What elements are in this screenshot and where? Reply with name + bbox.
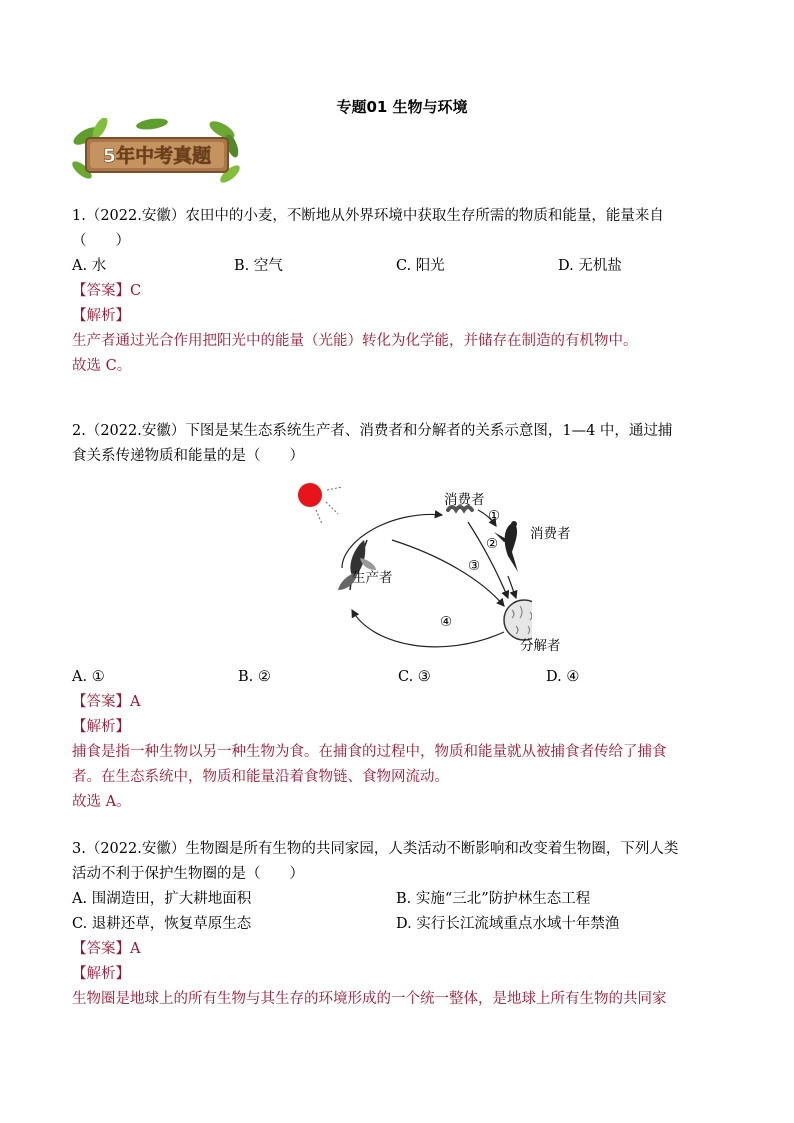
section-banner (72, 118, 242, 188)
q2-option-d: D. ④ (546, 669, 580, 685)
sun-icon (298, 483, 342, 524)
q1-stem-line1: 1.（2022.安徽）农田中的小麦，不断地从外界环境中获取生存所需的物质和能量，能量来自 (72, 208, 664, 224)
q3-answer: 【答案】A (72, 941, 141, 957)
q2-analysis-line1: 捕食是指一种生物以另一种生物为食。在捕食的过程中，物质和能量就从被捕食者传给了捕食 (72, 744, 667, 760)
banner-text: 5年中考真题 (102, 145, 212, 167)
q2-analysis-line2: 者。在生态系统中，物质和能量沿着食物链、食物网流动。 (72, 769, 449, 785)
q1-analysis-line2: 故选 C。 (72, 358, 132, 374)
q1-stem-line2: （ ） (72, 233, 130, 249)
q1-option-c: C. 阳光 (396, 258, 445, 274)
q3-analysis-line1: 生物圈是地球上的所有生物与其生存的环境形成的一个统一整体，是地球上所有生物的共同家 (72, 991, 667, 1007)
label-n2: ② (486, 536, 499, 552)
q2-analysis-line3: 故选 A。 (72, 794, 131, 810)
q1-option-a: A. 水 (72, 258, 107, 274)
q3-option-b: B. 实施“三北”防护林生态工程 (396, 891, 591, 907)
label-consumer-2: 消费者 (530, 526, 571, 542)
q2-option-b: B. ② (238, 669, 271, 685)
q3-option-a: A. 围湖造田，扩大耕地面积 (72, 891, 252, 907)
q3-analysis-label: 【解析】 (72, 966, 130, 982)
q3-stem-line2: 活动不利于保护生物圈的是（ ） (72, 866, 304, 882)
document-page (72, 0, 732, 1123)
q1-analysis-label: 【解析】 (72, 308, 130, 324)
q1-option-d: D. 无机盐 (558, 258, 622, 274)
label-n1: ① (488, 508, 501, 524)
label-n3: ③ (468, 558, 481, 574)
q2-answer: 【答案】A (72, 694, 141, 710)
q3-stem-line1: 3.（2022.安徽）生物圈是所有生物的共同家园，人类活动不断影响和改变着生物圈，下列人类 (72, 841, 679, 857)
label-decomposer: 分解者 (520, 638, 561, 654)
q3-option-d: D. 实行长江流域重点水域十年禁渔 (396, 916, 620, 932)
label-n4: ④ (440, 614, 453, 630)
q2-option-a: A. ① (72, 669, 105, 685)
q2-analysis-label: 【解析】 (72, 719, 130, 735)
page-title: 专题01 生物与环境 (336, 98, 468, 116)
ecosystem-diagram (272, 470, 571, 660)
q2-option-c: C. ③ (398, 669, 431, 685)
q1-option-b: B. 空气 (234, 258, 283, 274)
label-producer: 生产者 (352, 570, 393, 586)
q3-option-c: C. 退耕还草，恢复草原生态 (72, 916, 252, 932)
q1-answer: 【答案】C (72, 283, 142, 299)
label-consumer-1: 消费者 (444, 492, 485, 508)
q1-analysis-line1: 生产者通过光合作用把阳光中的能量（光能）转化为化学能，并储存在制造的有机物中。 (72, 333, 638, 349)
q2-stem-line2: 食关系传递物质和能量的是（ ） (72, 448, 304, 464)
q2-stem-line1: 2.（2022.安徽）下图是某生态系统生产者、消费者和分解者的关系示意图，1—4 中，通过捕 (72, 423, 673, 439)
